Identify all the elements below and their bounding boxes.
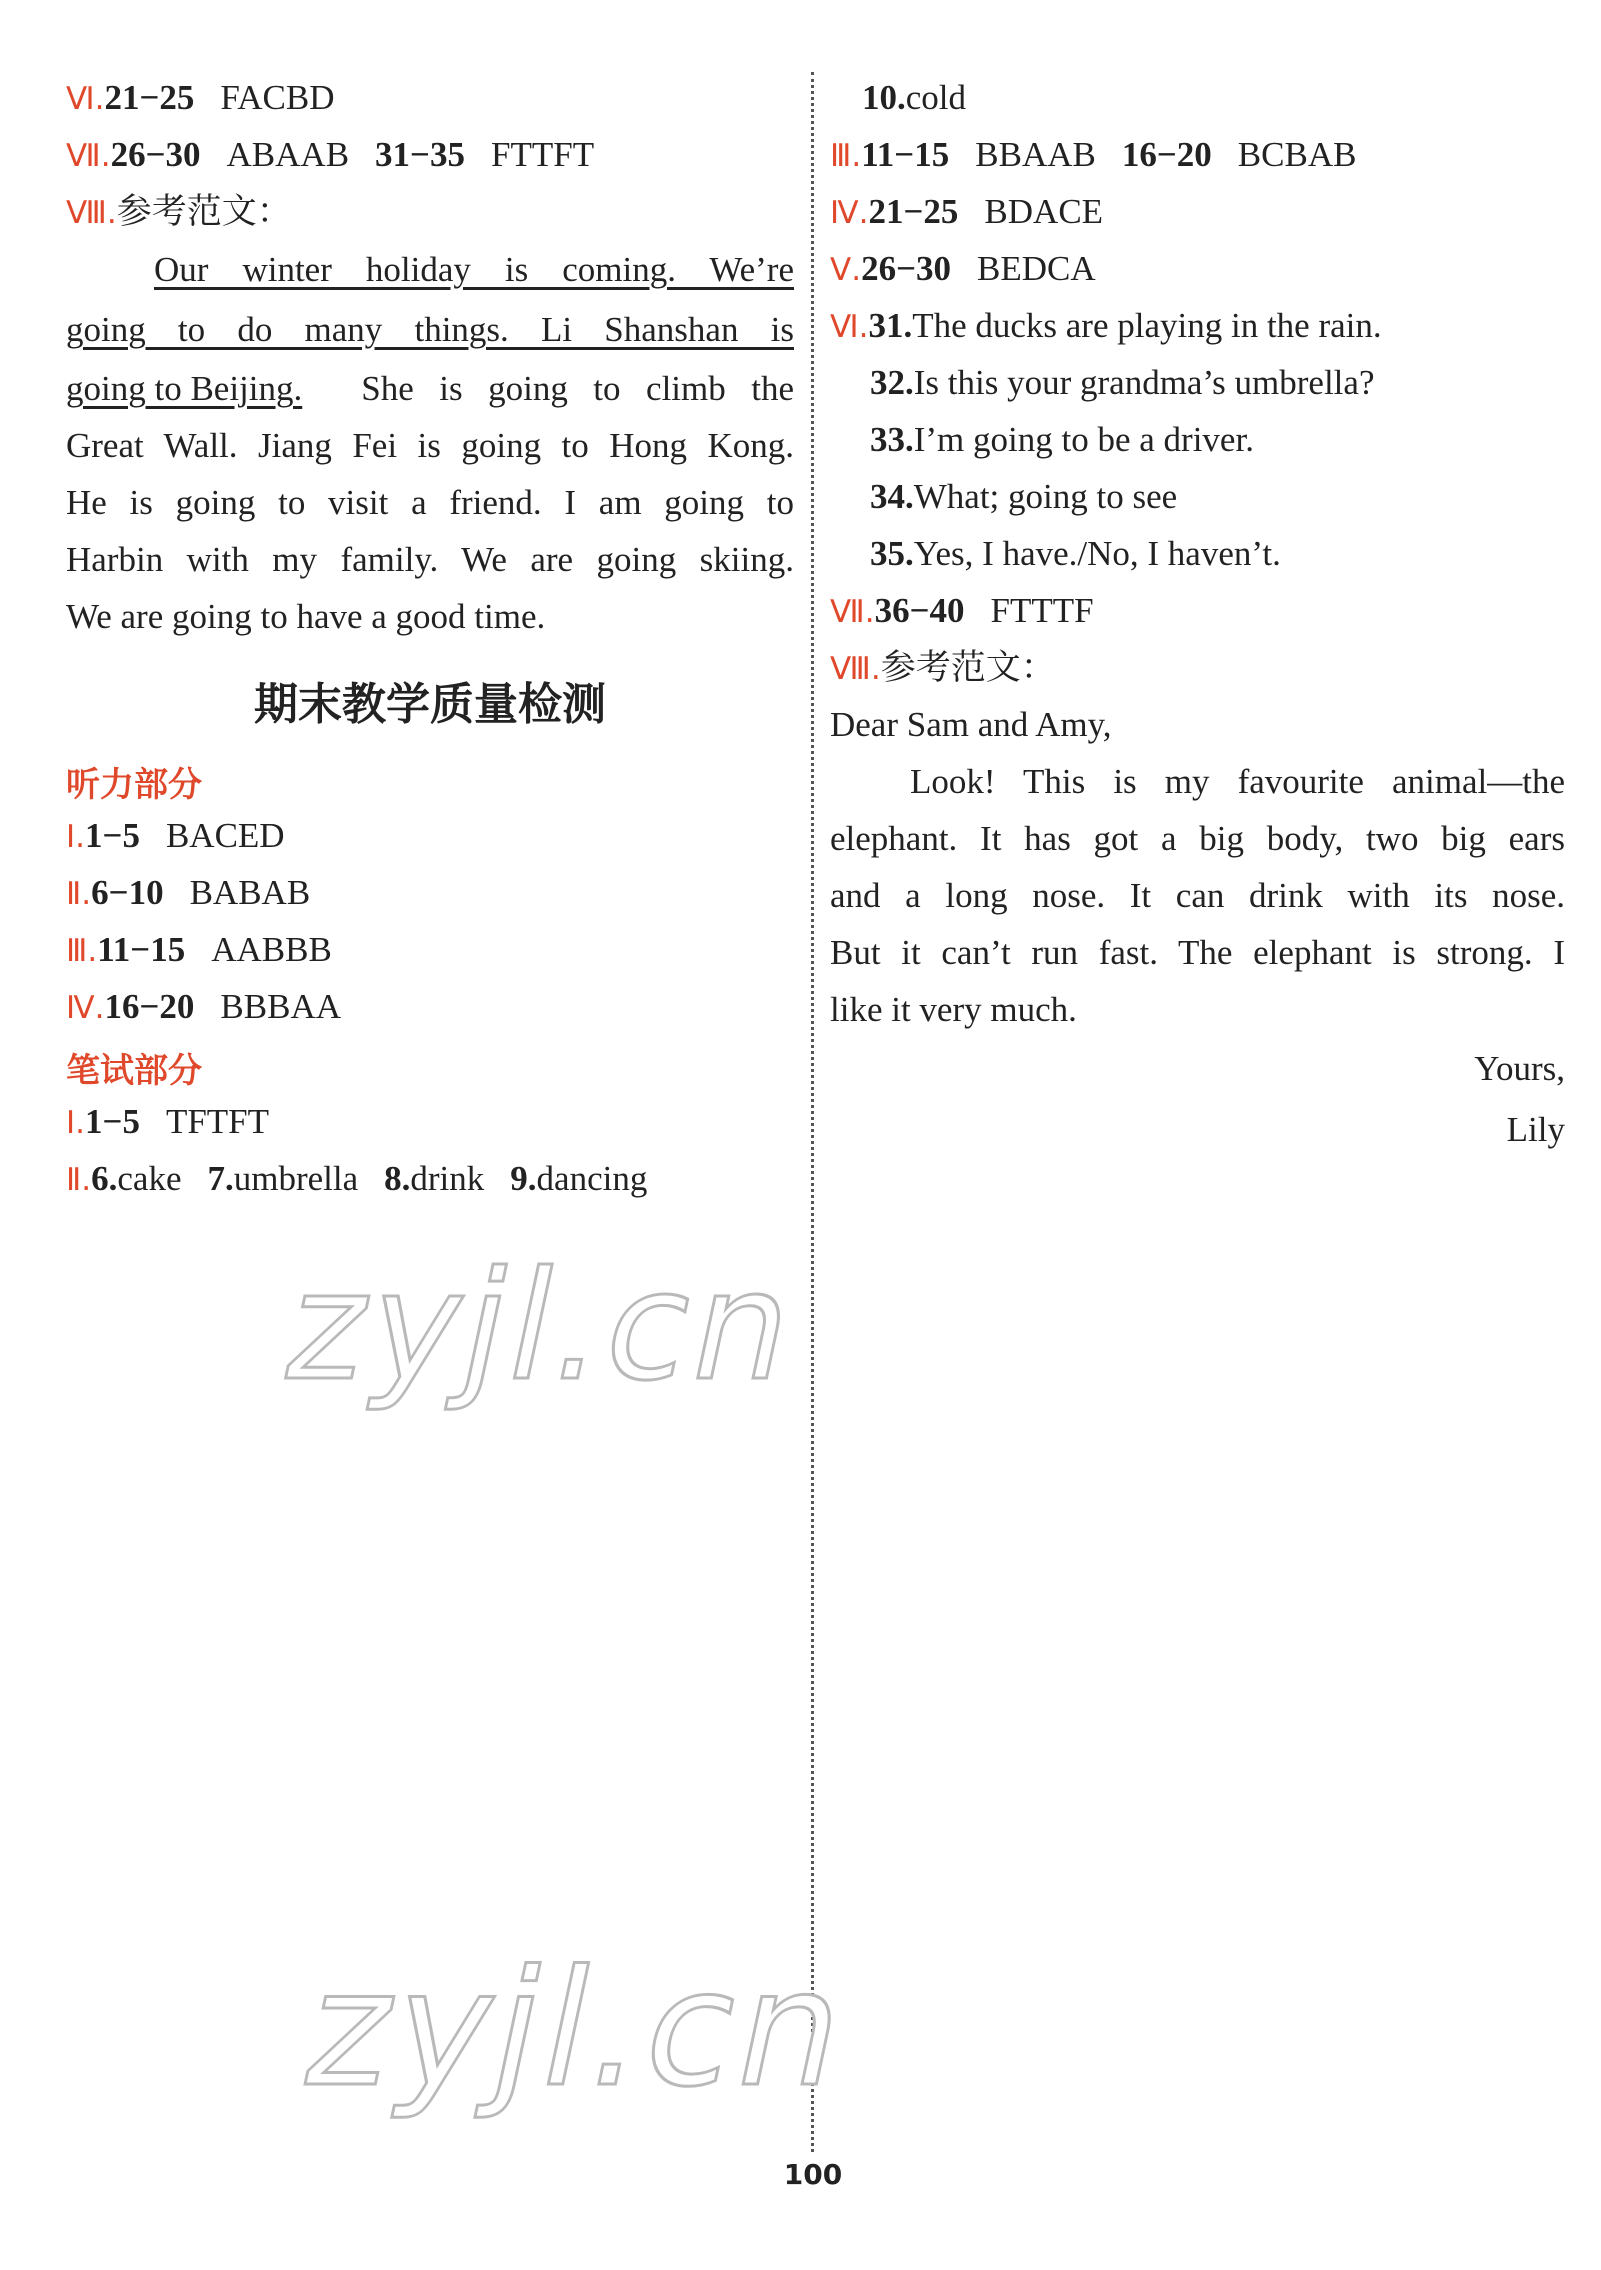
question-range: 21−25 <box>104 78 195 117</box>
essay-line-text: She is going to climb the <box>335 369 794 408</box>
letter-signature: Lily <box>1506 1110 1565 1149</box>
roman-numeral: Ⅶ. <box>66 138 111 174</box>
letter-line: elephant. It has got a big body, two big ears <box>830 819 1565 858</box>
answer-text: ABAAB <box>226 135 350 174</box>
answer-line: Ⅳ.21−25 BDACE <box>830 192 1104 231</box>
essay-line: Harbin with my family. We are going skiing. <box>66 540 794 579</box>
watermark-logo: zyjl.cn <box>271 1240 813 1414</box>
page-number: 100 <box>783 2158 843 2191</box>
answer-line: 35.Yes, I have./No, I haven’t. <box>870 534 1281 573</box>
essay-line: going to do many things. Li Shanshan is <box>66 310 794 349</box>
answer-line: Ⅰ.1−5 TFTFT <box>66 1102 270 1141</box>
section-title: 期末教学质量检测 <box>254 679 606 730</box>
roman-numeral: Ⅷ. <box>66 195 117 231</box>
essay-line: We are going to have a good time. <box>66 597 546 636</box>
question-range: 26−30 <box>110 135 201 174</box>
answer-line: 33.I’m going to be a driver. <box>870 420 1254 459</box>
answer-line: Ⅳ.16−20 BBBAA <box>66 987 342 1026</box>
sample-essay-label: 参考范文： <box>116 192 292 231</box>
answer-line: Ⅲ.11−15 BBAAB 16−20 BCBAB <box>830 135 1357 174</box>
essay-underlined-fragment: going to Beijing. <box>66 369 303 408</box>
essay-line: He is going to visit a friend. I am going to <box>66 483 794 522</box>
question-range: 31−35 <box>375 135 465 174</box>
letter-line: But it can’t run fast. The elephant is strong. I <box>830 933 1565 972</box>
answer-text: FTTFT <box>491 135 595 174</box>
writing-part-title: 笔试部分 <box>66 1051 202 1091</box>
answer-line: Ⅶ.36−40 FTTTF <box>830 591 1094 630</box>
answer-line: Ⅰ.1−5 BACED <box>66 816 285 855</box>
roman-numeral: Ⅵ. <box>66 81 105 117</box>
answer-line: 10.cold <box>862 78 967 117</box>
answer-line: Ⅲ.11−15 AABBB <box>66 930 332 969</box>
answer-text: FACBD <box>220 78 335 117</box>
letter-line: Look! This is my favourite animal—the <box>910 762 1565 801</box>
answer-line: 32.Is this your grandma’s umbrella? <box>870 363 1375 402</box>
answer-line: 34.What; going to see <box>870 477 1178 516</box>
essay-line <box>66 368 794 410</box>
answer-line: Ⅴ.26−30 BEDCA <box>830 249 1096 288</box>
answer-line: Ⅱ.6.cake 7.umbrella 8.drink 9.dancing <box>66 1159 648 1198</box>
answer-line-vi <box>66 77 335 120</box>
essay-line: Our winter holiday is coming. We’re <box>154 250 794 289</box>
letter-greeting: Dear Sam and Amy, <box>830 705 1112 744</box>
answer-line: Ⅵ.31.The ducks are playing in the rain. <box>830 306 1382 345</box>
listening-part-title: 听力部分 <box>66 765 202 805</box>
answer-line: Ⅷ.参考范文： <box>830 648 1056 687</box>
letter-line: like it very much. <box>830 990 1077 1029</box>
answer-line-vii <box>66 134 594 177</box>
letter-closing: Yours, <box>1474 1049 1565 1088</box>
essay-line: Great Wall. Jiang Fei is going to Hong Kong. <box>66 426 794 465</box>
letter-line: and a long nose. It can drink with its nose. <box>830 876 1565 915</box>
column-divider <box>811 72 814 2152</box>
answer-line: Ⅱ.6−10 BABAB <box>66 873 311 912</box>
watermark-logo: zyjl.cn <box>290 1935 866 2122</box>
answer-line-viii <box>66 191 292 234</box>
